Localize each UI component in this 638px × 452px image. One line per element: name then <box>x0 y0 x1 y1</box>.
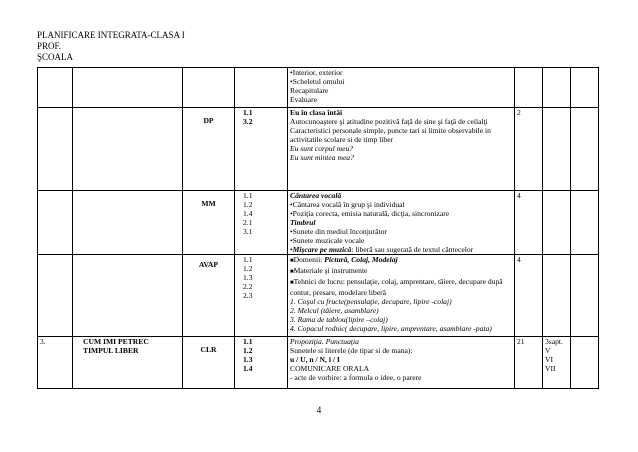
activity-item: 3. Rama de tablou(lipire –colaj) <box>290 315 388 324</box>
page-number: 4 <box>316 405 322 415</box>
hours-cell: 4 <box>515 255 543 337</box>
content-title: Eu în clasa întâi <box>290 108 343 117</box>
unit-title <box>73 337 183 389</box>
activity-item: 4. Copacul rodnic( decupare, lipire, amprentare, asamblare -pata) <box>290 324 492 333</box>
hours-cell: 2 <box>515 108 543 191</box>
unit-title-line: CUM IMI PETREC <box>83 337 149 346</box>
list-item: ■ Materiale şi instrumente <box>290 266 512 277</box>
content-title: Mişcare pe muzică <box>292 245 352 254</box>
header-line3: ŞCOALA <box>37 52 74 62</box>
competence-code: 1.1 <box>243 337 253 346</box>
content-text: Autocunoaştere şi atitudine pozitivă faţă de sine şi faţă de ceilalţi <box>290 117 488 126</box>
competence-code: 3.1 <box>243 227 253 236</box>
list-item: • Cântarea vocală în grup şi individual <box>290 200 512 209</box>
competence-code: 1.2 <box>243 346 253 355</box>
list-item: • Sunete din mediul înconjurător <box>290 227 512 236</box>
competence-code: 1.3 <box>243 355 253 364</box>
table-row <box>38 68 599 108</box>
discipline-label: DP <box>183 108 235 191</box>
content-text: : liberă sau sugerată de textul cântecelor <box>351 245 474 254</box>
competence-code: 1.1 <box>243 108 253 117</box>
competence-code: 1.2 <box>243 200 253 209</box>
header-line1: PLANIFICARE INTEGRATA-CLASA I <box>37 30 185 40</box>
hours-cell: 21 <box>515 337 543 389</box>
content-text: Sunetele si literele (de tipar si de mana): <box>290 346 413 355</box>
header-line2: PROF. <box>37 41 62 51</box>
list-item <box>290 245 512 254</box>
content-text: Domenii: <box>293 255 325 264</box>
competence-code: 2.3 <box>243 291 253 300</box>
discipline-label: MM <box>183 191 235 255</box>
table-row <box>38 108 599 191</box>
content-cell <box>288 191 515 255</box>
competence-code: 1.1 <box>243 191 253 200</box>
competence-code: 1.1 <box>243 255 253 264</box>
competence-codes <box>235 108 288 191</box>
discipline-label: AVAP <box>183 255 235 337</box>
content-cell <box>288 337 515 389</box>
competence-code: 1.4 <box>243 209 253 218</box>
competence-codes <box>235 191 288 255</box>
list-item: • Poziţia corecta, emisia naturală, dicţia, sincronizare <box>290 209 512 218</box>
list-item: Recapitulare <box>290 86 329 95</box>
content-text: COMUNICARE ORALA <box>290 364 370 373</box>
content-title: Cântarea vocală <box>290 191 342 200</box>
weeks-cell <box>543 337 571 389</box>
content-cell <box>288 255 515 337</box>
content-cell <box>288 68 515 108</box>
list-item: Evaluare <box>290 95 317 104</box>
planning-table <box>37 67 599 389</box>
table-row <box>38 255 599 337</box>
unit-title-line: TIMPUL LIBER <box>83 346 139 355</box>
competence-code: 2.1 <box>243 218 253 227</box>
week-label: VII <box>545 364 556 373</box>
content-question: Eu sunt mintea mea? <box>290 153 354 162</box>
table-row <box>38 337 599 389</box>
week-label: 3sapt. <box>545 337 563 346</box>
content-text: u / U, n / N, i / I <box>290 355 340 364</box>
unit-number: 3. <box>38 337 73 389</box>
hours-cell: 4 <box>515 191 543 255</box>
activity-item: 1. Coşul cu fructe(pensulaţie, decupare, lipire -colaj) <box>290 297 452 306</box>
activity-item: 2. Melcul (tăiere, asamblare) <box>290 306 379 315</box>
content-text: - acte de vorbire: a formula o idee, o parere <box>290 373 422 382</box>
competence-code: 1.4 <box>243 364 253 373</box>
content-text: Caracteristici personale simple, puncte tari si limite observabile in activitatile scolare si de timp liber <box>290 126 491 144</box>
content-title: Timbrul <box>290 218 316 227</box>
content-title: Propoziţia. Punctuaţia <box>290 337 359 346</box>
week-label: VI <box>545 355 554 364</box>
list-item: • Interior, exterior <box>290 68 512 77</box>
competence-code: 1.3 <box>243 273 253 282</box>
week-label: V <box>545 346 551 355</box>
discipline-label: CLR <box>183 337 235 389</box>
content-cell <box>288 108 515 191</box>
list-item: • Sunete muzicale vocale <box>290 236 512 245</box>
content-question: Eu sunt corpul meu? <box>290 144 354 153</box>
table-row <box>38 191 599 255</box>
competence-code: 3.2 <box>243 117 253 126</box>
competence-code: 2.2 <box>243 282 253 291</box>
list-item: ■ Tehnici de lucru: pensulaţie, colaj, amprentare, tăiere, decupare după contur, presare, modelare liberă <box>290 277 512 297</box>
list-item: • Scheletul omului <box>290 77 512 86</box>
content-title: Pictură, Colaj, Modelaj <box>324 255 398 264</box>
list-item <box>290 255 512 266</box>
competence-codes <box>235 337 288 389</box>
competence-code: 1.2 <box>243 264 253 273</box>
competence-codes <box>235 255 288 337</box>
